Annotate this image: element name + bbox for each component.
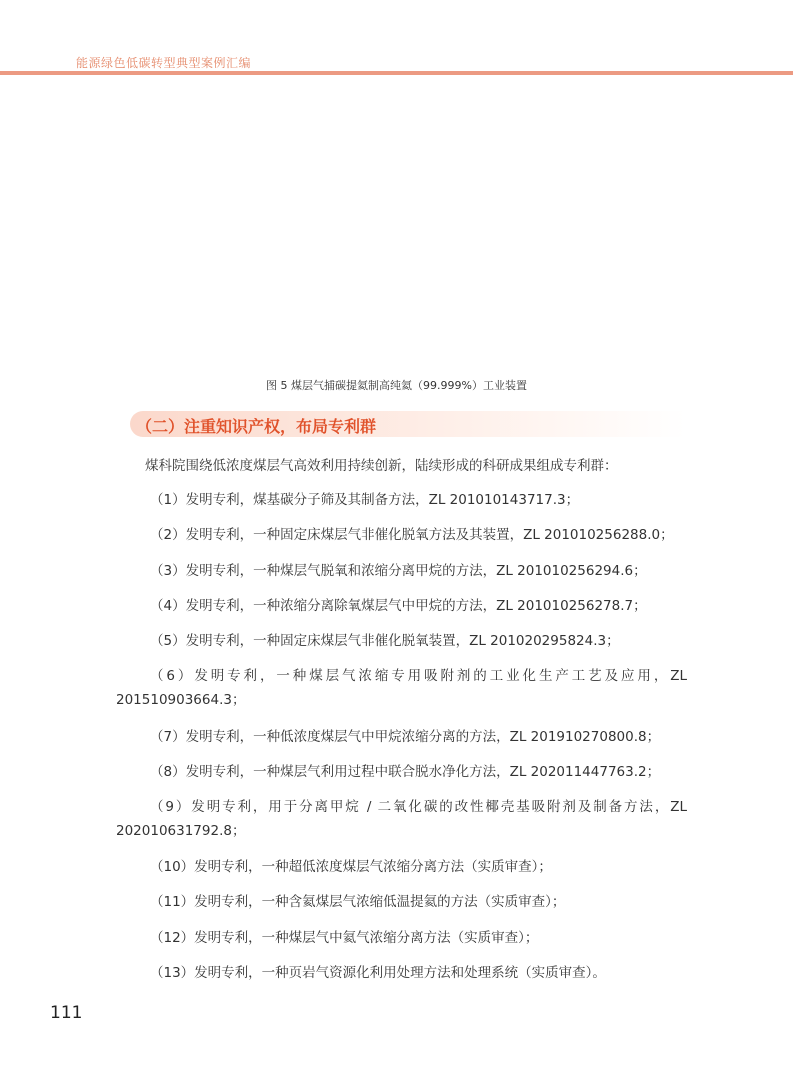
patent-item-9: （9）发明专利，用于分离甲烷 / 二氧化碳的改性椰壳基吸附剂及制备方法，ZL 202010631792.8；	[116, 799, 687, 839]
patent-item-3: （3）发明专利，一种煤层气脱氧和浓缩分离甲烷的方法，ZL 201010256294.6；	[150, 563, 647, 579]
patent-item-12: （12）发明专利，一种煤层气中氦气浓缩分离方法（实质审查）；	[150, 930, 539, 946]
patent-item-11: （11）发明专利，一种含氦煤层气浓缩低温提氦的方法（实质审查）；	[150, 894, 566, 910]
figure-caption: 图 5 煤层气捕碳提氦制高纯氦（99.999%）工业装置	[266, 379, 527, 392]
patent-item-5: （5）发明专利，一种固定床煤层气非催化脱氧装置，ZL 201020295824.3；	[150, 633, 620, 649]
patent-item-4: （4）发明专利，一种浓缩分离除氧煤层气中甲烷的方法，ZL 201010256278.7；	[150, 598, 647, 614]
patent-item-10: （10）发明专利，一种超低浓度煤层气浓缩分离方法（实质审查）；	[150, 859, 552, 875]
page-number: 111	[50, 1003, 83, 1023]
running-header-title: 能源绿色低碳转型典型案例汇编	[76, 56, 252, 70]
patent-item-8: （8）发明专利，一种煤层气利用过程中联合脱水净化方法，ZL 202011447763.2；	[150, 764, 661, 780]
patent-item-2: （2）发明专利，一种固定床煤层气非催化脱氧方法及其装置，ZL 201010256288.0；	[150, 527, 674, 543]
patent-item-13: （13）发明专利，一种页岩气资源化利用处理方法和处理系统（实质审查）。	[150, 965, 606, 981]
header-rule	[0, 71, 793, 75]
patent-item-7: （7）发明专利，一种低浓度煤层气中甲烷浓缩分离的方法，ZL 201910270800.8；	[150, 729, 661, 745]
figure-image-area	[116, 80, 686, 370]
patent-item-1: （1）发明专利，煤基碳分子筛及其制备方法，ZL 201010143717.3；	[150, 492, 580, 508]
intro-paragraph: 煤科院围绕低浓度煤层气高效利用持续创新，陆续形成的科研成果组成专利群：	[145, 458, 618, 474]
section-heading: （二）注重知识产权，布局专利群	[136, 417, 377, 436]
patent-item-6: （6）发明专利，一种煤层气浓缩专用吸附剂的工业化生产工艺及应用，ZL 201510903664.3；	[116, 668, 687, 708]
